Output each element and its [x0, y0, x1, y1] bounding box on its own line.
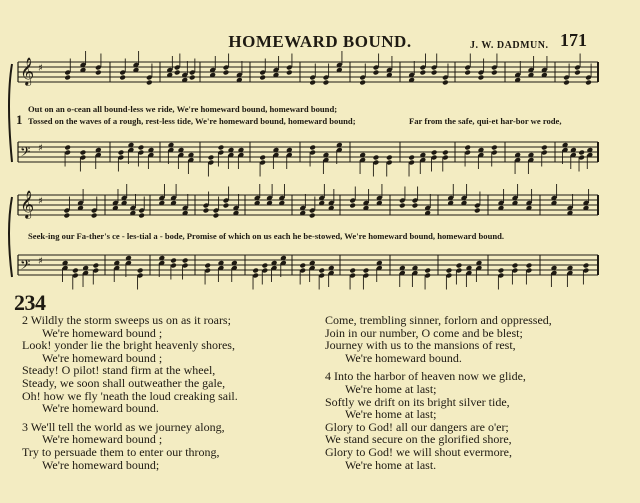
verses-right-column: [325, 314, 552, 471]
note-head: [491, 145, 498, 151]
key-signature: ♯: [38, 63, 43, 74]
note-head: [223, 70, 230, 76]
verse-line: Glory to God! we will shout evermore,: [325, 444, 512, 459]
note-head: [386, 155, 393, 161]
note-head: [583, 263, 590, 269]
system-brace: [9, 64, 12, 162]
note-head: [72, 268, 79, 274]
verse-line: We're homeward bound ;: [42, 350, 163, 365]
note-head: [170, 258, 177, 264]
note-head: [137, 268, 144, 274]
note-head: [91, 213, 98, 219]
note-head: [431, 150, 438, 156]
note-head: [213, 213, 220, 219]
note-head: [526, 263, 533, 269]
note-head: [208, 155, 215, 161]
note-head: [218, 145, 225, 151]
verse-line: Join in our number, O come and be blest;: [325, 325, 523, 340]
note-head: [408, 155, 415, 161]
system-brace: [9, 197, 12, 277]
note-head: [64, 75, 71, 81]
note-head: [446, 268, 453, 274]
note-head: [491, 70, 498, 76]
verse-line: We're homeward bound;: [42, 457, 160, 472]
verse-line: Steady! O pilot! stand firm at the wheel,: [22, 363, 216, 378]
note-head: [456, 263, 463, 269]
note-head: [323, 80, 330, 86]
note-head: [138, 145, 145, 151]
note-head: [373, 155, 380, 161]
note-head: [464, 145, 471, 151]
note-head: [442, 80, 449, 86]
note-head: [309, 145, 316, 151]
note-head: [64, 145, 71, 151]
verse-line: 3 We'll tell the world as we journey along,: [22, 419, 225, 434]
note-head: [223, 203, 230, 209]
verse-line: Glory to God! all our dangers are o'er;: [325, 419, 509, 434]
bass-clef: 𝄢: [20, 144, 31, 163]
note-head: [359, 80, 366, 86]
note-head: [424, 268, 431, 274]
note-head: [563, 80, 570, 86]
note-head: [541, 145, 548, 151]
system1-lyric-line-1: Out on an o-cean all bound-less we ride, We're homeward bound, homeward bound;: [28, 104, 338, 114]
note-head: [363, 268, 370, 274]
note-head: [119, 75, 126, 81]
note-head: [259, 155, 266, 161]
verse-line: Try to persuade them to enter our throng,: [22, 444, 220, 459]
verse-line: We're homeward bound.: [345, 350, 462, 365]
verse-line: We're home at last;: [345, 381, 437, 396]
note-head: [262, 263, 269, 269]
page-number: 171: [560, 30, 587, 50]
note-head: [93, 263, 100, 269]
note-head: [431, 70, 438, 76]
note-head: [286, 70, 293, 76]
note-head: [442, 150, 449, 156]
note-head: [182, 258, 189, 264]
note-head: [373, 70, 380, 76]
note-head: [585, 80, 592, 86]
note-head: [252, 268, 259, 274]
verse-line: We stand secure on the glorified shore,: [325, 432, 512, 447]
note-head: [189, 75, 196, 81]
note-head: [80, 150, 87, 156]
note-head: [498, 268, 505, 274]
note-head: [464, 70, 471, 76]
note-head: [578, 150, 585, 156]
verse-line: We're homeward bound ;: [42, 432, 163, 447]
verse-line: We're homeward bound ;: [42, 325, 163, 340]
system1-lyric-line-2: Tossed on the waves of a rough, rest-less tide, We're homeward bound, homeward bound;: [28, 116, 356, 126]
verse-line: We're homeward bound.: [42, 401, 159, 416]
note-head: [420, 70, 427, 76]
note-head: [309, 80, 316, 86]
verse-line: We're home at last;: [345, 407, 437, 422]
hymn-number: 234: [14, 290, 46, 315]
note-head: [299, 263, 306, 269]
verse-line: 2 Wildly the storm sweeps us on as it roars;: [22, 313, 231, 327]
treble-clef: 𝄞: [20, 190, 35, 218]
verse-line: Come, trembling sinner, forlorn and oppressed,: [325, 313, 552, 327]
note-head: [259, 75, 266, 81]
note-head: [146, 80, 153, 86]
verse-line: Oh! how we fly 'neath the loud creaking sail.: [22, 388, 238, 403]
composer-credit: J. W. DADMUN.: [470, 40, 549, 51]
system1-lyric-line-3: Far from the safe, qui-et har-bor we rode,: [409, 116, 562, 126]
note-head: [204, 263, 211, 269]
system2-lyric-line: Seek-ing our Fa-ther's ce - les-tial a - bode, Promise of which on us each he be-stowed, We're homeward bound, homeward bound.: [28, 231, 505, 241]
verse-line: 4 Into the harbor of heaven now we glide,: [325, 369, 526, 384]
note-head: [63, 213, 70, 219]
note-head: [478, 75, 485, 81]
verse-line: Softly we drift on its bright silver tide,: [325, 394, 510, 409]
key-signature: ♯: [38, 143, 43, 154]
verse-line: We're home at last.: [345, 457, 437, 472]
note-head: [118, 150, 125, 156]
verse-line: Steady, we soon shall outweather the gale,: [22, 375, 226, 390]
key-signature: ♯: [38, 256, 43, 267]
note-head: [399, 203, 406, 209]
note-head: [349, 268, 356, 274]
bass-clef: 𝄢: [20, 257, 31, 276]
key-signature: ♯: [38, 196, 43, 207]
hymn-title: HOMEWARD BOUND.: [228, 32, 412, 51]
verse-marker: 1: [16, 112, 23, 127]
note-head: [574, 70, 581, 76]
treble-clef: 𝄞: [20, 57, 35, 85]
note-head: [349, 203, 356, 209]
note-head: [174, 70, 181, 76]
note-head: [412, 203, 419, 209]
verse-line: Journey with us to the mansions of rest,: [325, 338, 516, 353]
verses-left-column: [22, 314, 238, 471]
note-head: [138, 213, 145, 219]
note-head: [203, 208, 210, 214]
verse-line: Look! yonder lie the bright heavenly shores,: [22, 338, 235, 353]
note-head: [309, 213, 316, 219]
note-head: [512, 263, 519, 269]
note-head: [95, 70, 102, 76]
note-head: [318, 268, 325, 274]
note-head: [474, 208, 481, 214]
